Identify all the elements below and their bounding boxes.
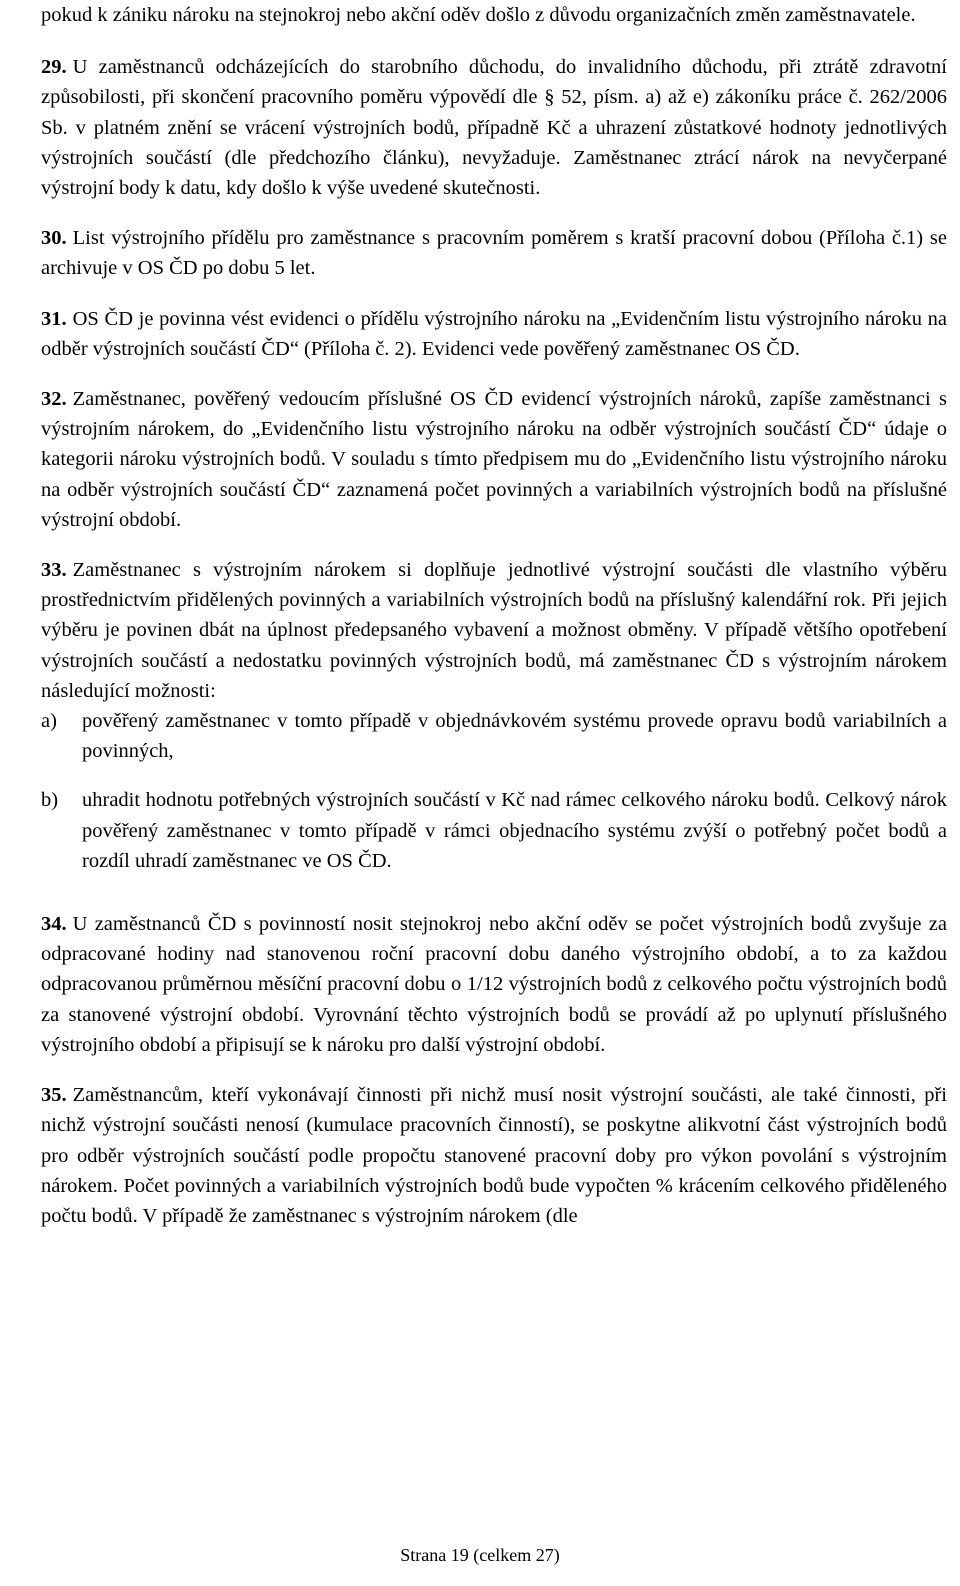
article-number: 29. (41, 56, 67, 79)
article-number: 32. (41, 388, 67, 411)
article-number: 35. (41, 1084, 67, 1107)
article-text: U zaměstnanců odcházejících do starobního důchodu, do invalidního důchodu, při ztrátě zdravotní způsobilosti, při skončení pracovního poměru výpovědí dle § 52, písm. a) až e) zákoníku práce č. 262/2006 Sb. v platném znění se vrácení výstrojních bodů, případně Kč a uhrazení zůstatkové hodnoty jednotlivých výstrojních součástí (dle předchozího článku), nevyžaduje. Zaměstnanec ztrácí nárok na nevyčerpané výstrojní body k datu, kdy došlo k výše uvedené skutečnosti. (41, 56, 947, 200)
article-text: Zaměstnanec, pověřený vedoucím příslušné OS ČD evidencí výstrojních nároků, zapíše zaměstnanci s výstrojním nárokem, do „Evidenčního listu výstrojního nároku na odběr výstrojních součástí ČD“ údaje o kategorii nároku výstrojních bodů. V souladu s tímto předpisem mu do „Evidenčního listu výstrojního nároku na odběr výstrojních součástí ČD“ zaznamená počet povinných a variabilních výstrojních bodů na příslušné výstrojní období. (41, 388, 947, 531)
article-text: OS ČD je povinna vést evidenci o přídělu výstrojního nároku na „Evidenčním listu výstrojního nároku na odběr výstrojních součástí ČD“ (Příloha č. 2). Evidenci vede pověřený zaměstnanec OS ČD. (41, 307, 947, 360)
option-a (41, 706, 947, 766)
article-33 (41, 555, 947, 876)
option-letter: b) (41, 789, 59, 812)
page-number-label: Strana 19 (celkem 27) (400, 1545, 560, 1565)
article-29 (41, 52, 947, 203)
article-text: Zaměstnancům, kteří vykonávají činnosti při nichž musí nosit výstrojní součásti, ale také činnosti, při nichž výstrojní součásti nenosí (kumulace pracovních činností), se poskytne alikvotní část výstrojních bodů pro odběr výstrojních součástí podle propočtu stanovené pracovní doby pro výkon povolání s výstrojním nárokem. Počet povinných a variabilních výstrojních bodů bude vypočten % krácením celkového přiděleného počtu bodů. V případě že zaměstnanec s výstrojním nárokem (dle (41, 1084, 947, 1227)
article-34 (41, 909, 947, 1060)
article-text: List výstrojního přídělu pro zaměstnance s pracovním poměrem s kratší pracovní dobou (Příloha č.1) se archivuje v OS ČD po dobu 5 let. (41, 227, 947, 280)
article-number: 34. (41, 913, 67, 936)
article-33-body (41, 555, 947, 706)
article-number: 31. (41, 307, 67, 330)
article-35 (41, 1080, 947, 1231)
option-text: uhradit hodnotu potřebných výstrojních součástí v Kč nad rámec celkového nároku bodů. Celkový nárok pověřený zaměstnanec v tomto případě v rámci objednacího systému zvýší o potřebný počet bodů a rozdíl uhradí zaměstnanec ve OS ČD. (82, 789, 947, 872)
article-31 (41, 304, 947, 364)
page-footer (0, 1543, 960, 1567)
document-body (41, 0, 947, 1251)
article-text: Zaměstnanec s výstrojním nárokem si doplňuje jednotlivé výstrojní součásti dle vlastního výběru prostřednictvím přidělených povinných a variabilních výstrojních bodů na příslušný kalendářní rok. Při jejich výběru je povinen dbát na úplnost předepsaného vybavení a možnost obměny. V případě většího opotřebení výstrojních součástí a nedostatku povinných výstrojních bodů, má zaměstnanec ČD s výstrojním nárokem následující možnosti: (41, 559, 947, 702)
article-number: 33. (41, 559, 67, 582)
option-text: pověřený zaměstnanec v tomto případě v objednávkovém systému provede opravu bodů variabilních a povinných, (82, 710, 947, 763)
article-text: U zaměstnanců ČD s povinností nosit stejnokroj nebo akční oděv se počet výstrojních bodů zvyšuje za odpracované hodiny nad stanovenou roční pracovní dobu daného výstrojního období, a to za každou odpracovanou průměrnou měsíční pracovní dobu o 1/12 výstrojních bodů z celkového počtu výstrojních bodů za stanovené výstrojní období. Vyrovnání těchto výstrojních bodů se provádí až po uplynutí příslušného výstrojního období a připisují se k nároku pro další výstrojní období. (41, 913, 947, 1056)
option-b (41, 785, 947, 876)
article-number: 30. (41, 227, 67, 250)
options-list (41, 706, 947, 876)
article-30 (41, 223, 947, 283)
option-letter: a) (41, 710, 57, 733)
intro-paragraph: pokud k zániku nároku na stejnokroj nebo akční oděv došlo z důvodu organizačních změn zaměstnavatele. (41, 4, 916, 26)
article-32 (41, 384, 947, 535)
